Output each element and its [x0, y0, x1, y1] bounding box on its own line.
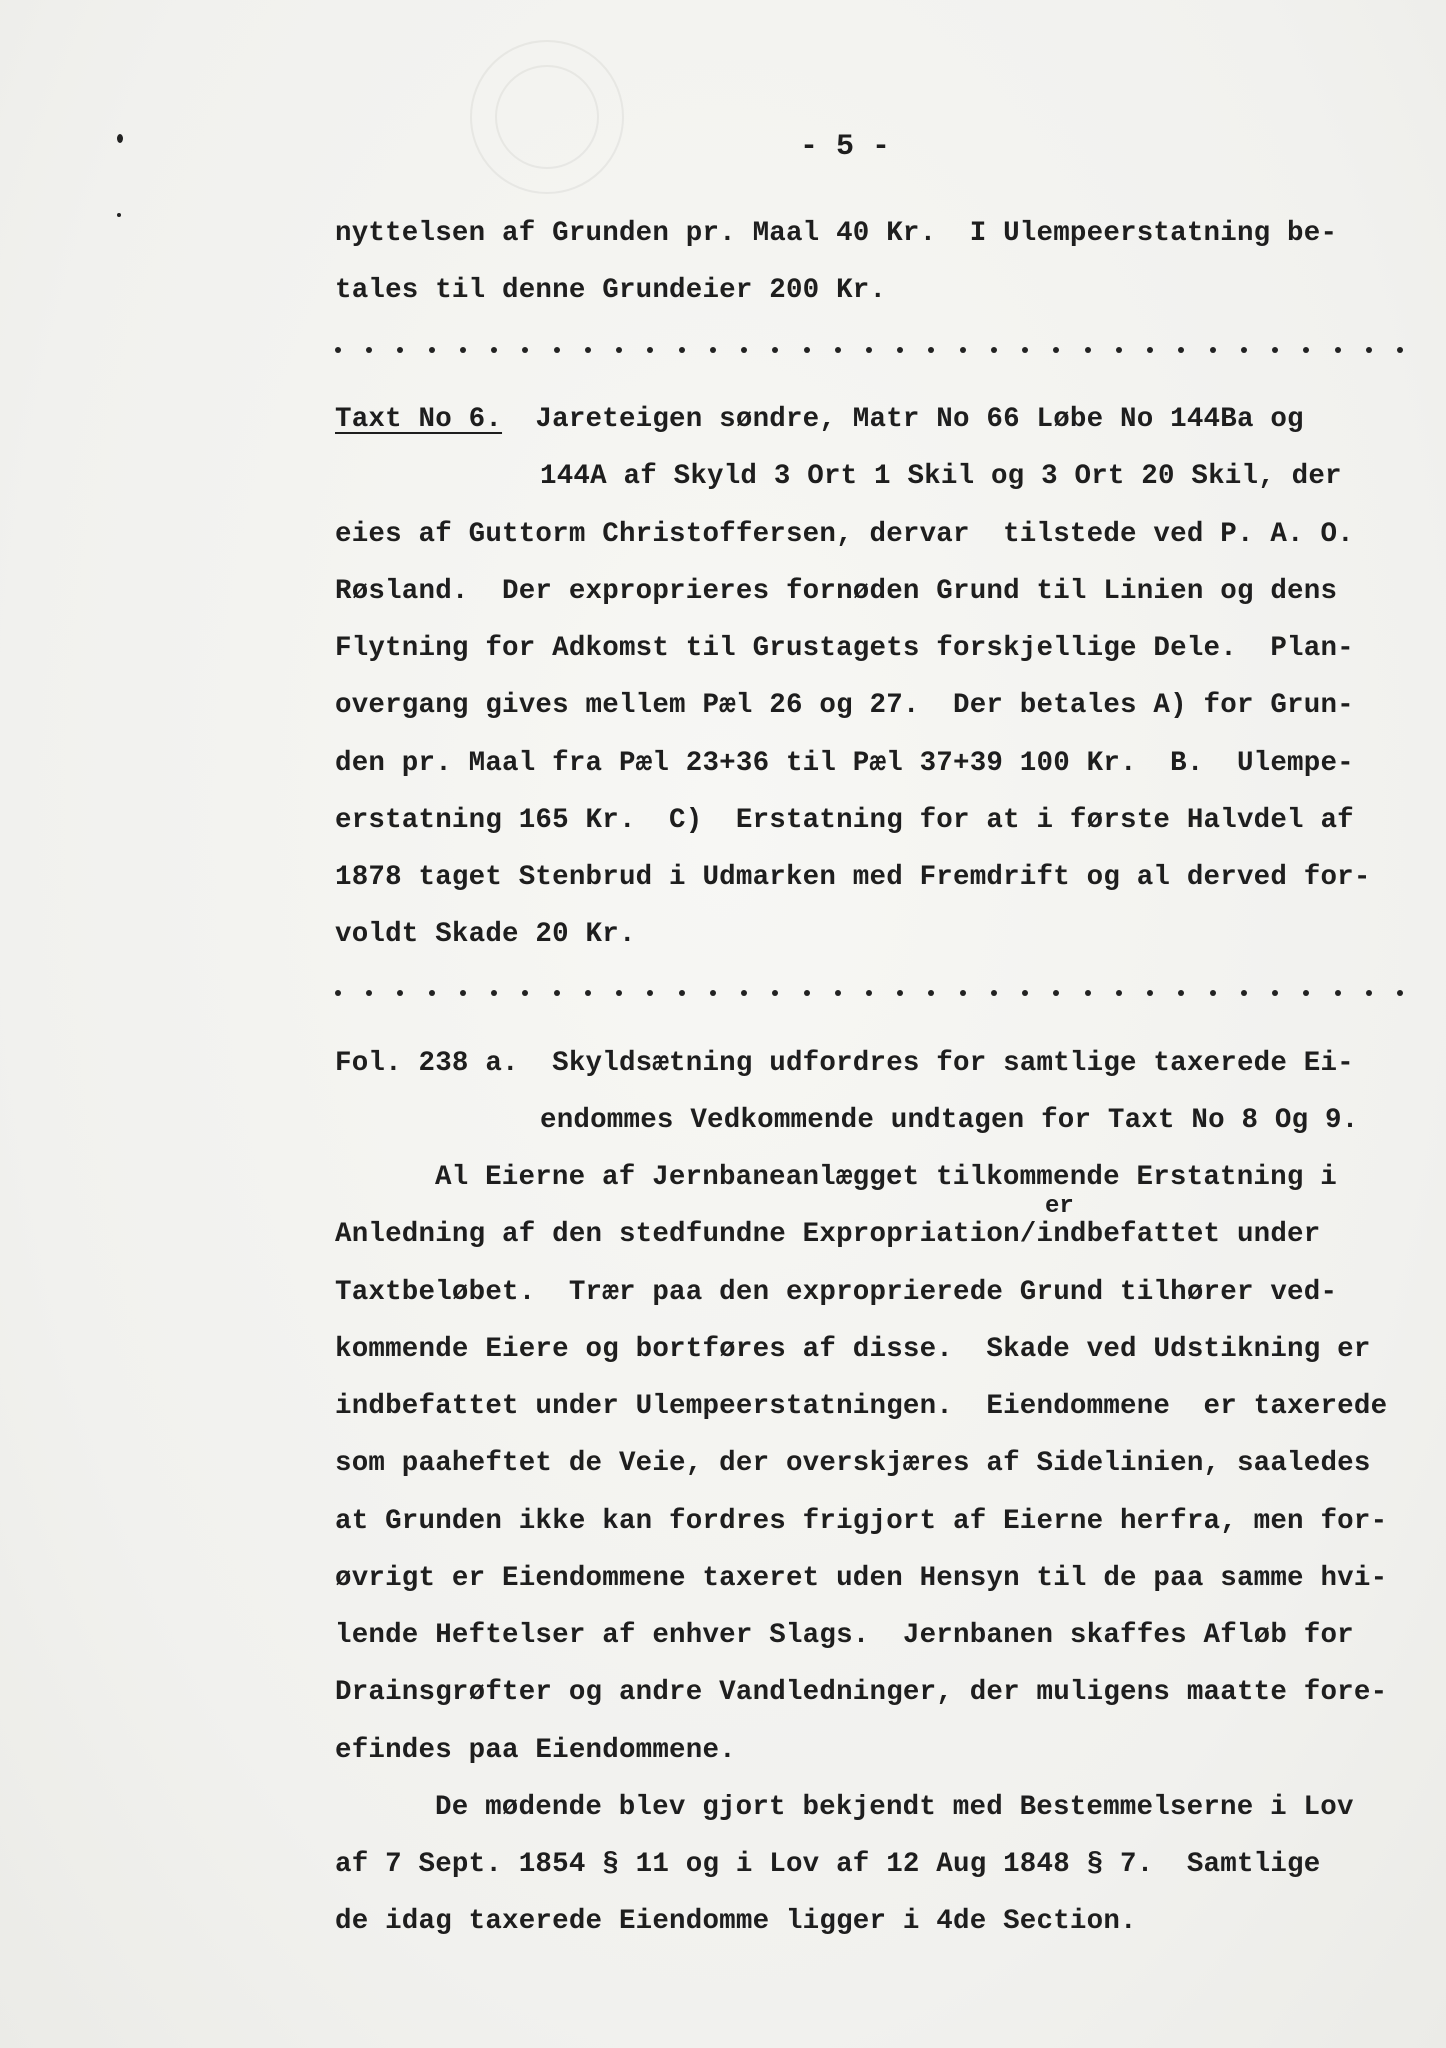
- dotted-separator: [335, 990, 1403, 1000]
- text-line: Drainsgrøfter og andre Vandledninger, der muligens maatte fore-: [335, 1677, 1388, 1708]
- text-line: tales til denne Grundeier 200 Kr.: [335, 275, 887, 306]
- text-line: at Grunden ikke kan fordres frigjort af Eierne herfra, men for-: [335, 1506, 1388, 1537]
- bleed-through-stamp-inner: [495, 65, 599, 169]
- interlinear-insertion: er: [1045, 1193, 1074, 1220]
- dotted-separator: [335, 347, 1403, 357]
- text-line: erstatning 165 Kr. C) Erstatning for at i første Halvdel af: [335, 805, 1354, 836]
- text-line: lende Heftelser af enhver Slags. Jernbanen skaffes Afløb for: [335, 1620, 1354, 1651]
- text-line: overgang gives mellem Pæl 26 og 27. Der betales A) for Grun-: [335, 690, 1354, 721]
- taxt-6-first-line: [335, 406, 1304, 434]
- margin-speck: [117, 213, 121, 217]
- text-line: 1878 taget Stenbrud i Udmarken med Fremdrift og al derved for-: [335, 862, 1371, 893]
- text-line: efindes paa Eiendommene.: [335, 1735, 736, 1766]
- text-line: Røsland. Der exproprieres fornøden Grund til Linien og dens: [335, 576, 1338, 607]
- text-line: endommes Vedkommende undtagen for Taxt No 8 Og 9.: [540, 1105, 1359, 1136]
- text-line: eies af Guttorm Christoffersen, dervar tilstede ved P. A. O.: [335, 519, 1354, 550]
- margin-speck: [117, 134, 123, 143]
- text-line: 144A af Skyld 3 Ort 1 Skil og 3 Ort 20 Skil, der: [540, 461, 1342, 492]
- taxt-6-first-line-text: Jareteigen søndre, Matr No 66 Løbe No 144Ba og: [502, 404, 1304, 435]
- text-line: De mødende blev gjort bekjendt med Bestemmelserne i Lov: [435, 1792, 1354, 1823]
- text-line: indbefattet under Ulempeerstatningen. Eiendommene er taxerede: [335, 1391, 1388, 1422]
- text-line: nyttelsen af Grunden pr. Maal 40 Kr. I Ulempeerstatning be-: [335, 218, 1338, 249]
- text-line: Flytning for Adkomst til Grustagets forskjellige Dele. Plan-: [335, 633, 1354, 664]
- text-line: som paaheftet de Veie, der overskjæres af Sidelinien, saaledes: [335, 1448, 1371, 1479]
- text-line: kommende Eiere og bortføres af disse. Skade ved Udstikning er: [335, 1334, 1371, 1365]
- text-line: Al Eierne af Jernbaneanlægget tilkommende Erstatning i: [435, 1162, 1337, 1193]
- text-line: den pr. Maal fra Pæl 23+36 til Pæl 37+39 100 Kr. B. Ulempe-: [335, 748, 1354, 779]
- text-line: Anledning af den stedfundne Expropriation/indbefattet under: [335, 1219, 1321, 1250]
- text-line: de idag taxerede Eiendomme ligger i 4de Section.: [335, 1906, 1137, 1937]
- text-line: Fol. 238 a. Skyldsætning udfordres for samtlige taxerede Ei-: [335, 1048, 1354, 1079]
- text-line: af 7 Sept. 1854 § 11 og i Lov af 12 Aug 1848 § 7. Samtlige: [335, 1849, 1321, 1880]
- text-line: voldt Skade 20 Kr.: [335, 919, 636, 950]
- page-number: - 5 -: [800, 130, 891, 164]
- text-line: øvrigt er Eiendommene taxeret uden Hensyn til de paa samme hvi-: [335, 1563, 1388, 1594]
- text-line: Taxtbeløbet. Trær paa den exproprierede Grund tilhører ved-: [335, 1277, 1338, 1308]
- taxt-6-label: Taxt No 6.: [335, 404, 503, 435]
